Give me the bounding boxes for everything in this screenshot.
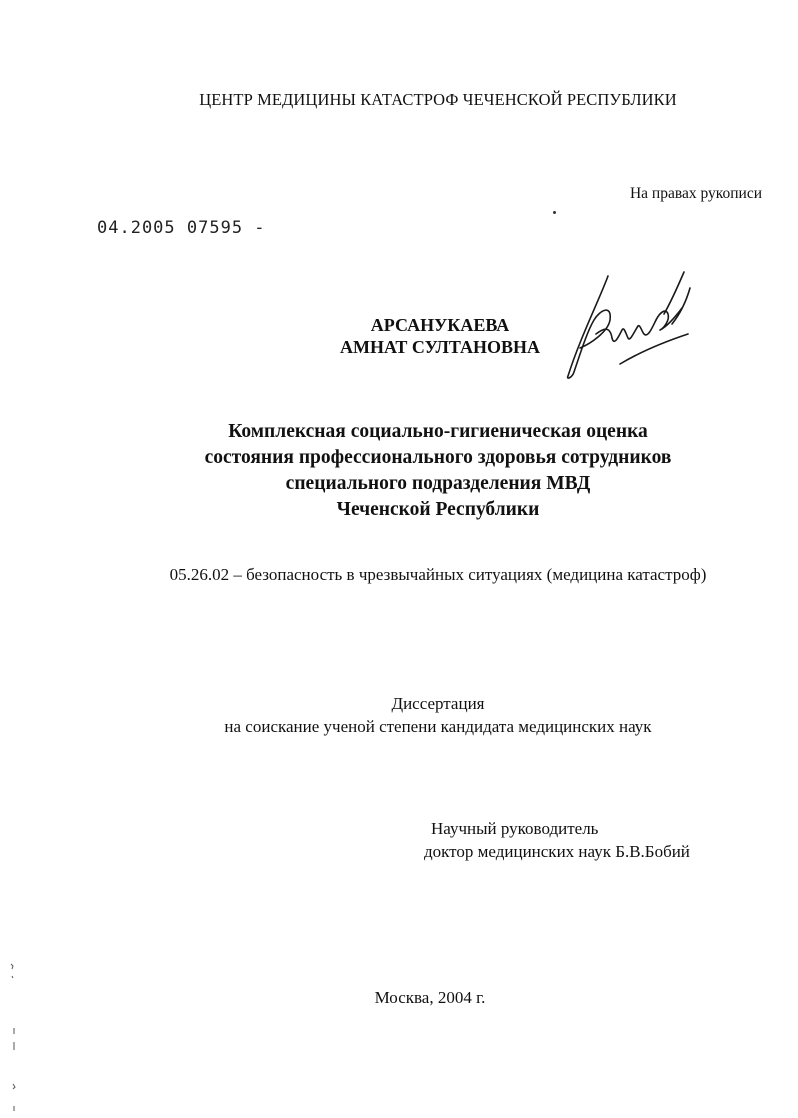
title-line: Комплексная социально-гигиеническая оценка <box>228 421 648 442</box>
place-and-year: Москва, 2004 г. <box>374 988 486 1007</box>
author-given-names: АМНАТ СУЛТАНОВНА <box>339 337 541 357</box>
dissertation-type: Диссертация <box>391 694 485 713</box>
registration-number: 04.2005 07595 - <box>97 218 266 238</box>
title-line: специального подразделения МВД <box>285 473 591 494</box>
dissertation-title <box>0 419 798 523</box>
degree-sought: на соискание ученой степени кандидата медицинских наук <box>224 717 652 736</box>
supervisor-role: Научный руководитель <box>431 819 599 838</box>
margin-scan-marks <box>2 948 26 1118</box>
title-line: Чеченской Республики <box>336 499 540 520</box>
title-line: состояния профессионального здоровья сотрудников <box>204 447 672 468</box>
author-surname: АРСАНУКАЕВА <box>370 315 510 335</box>
supervisor-name: доктор медицинских наук Б.В.Бобий <box>424 842 690 861</box>
rights-note: На правах рукописи <box>629 185 762 202</box>
author-signature <box>560 268 700 383</box>
ink-speck <box>553 211 556 214</box>
specialty-code: 05.26.02 – безопасность в чрезвычайных ситуациях (медицина катастроф) <box>169 565 707 584</box>
dissertation-info <box>0 692 798 738</box>
organization-name: ЦЕНТР МЕДИЦИНЫ КАТАСТРОФ ЧЕЧЕНСКОЙ РЕСПУБЛИКИ <box>199 90 677 109</box>
